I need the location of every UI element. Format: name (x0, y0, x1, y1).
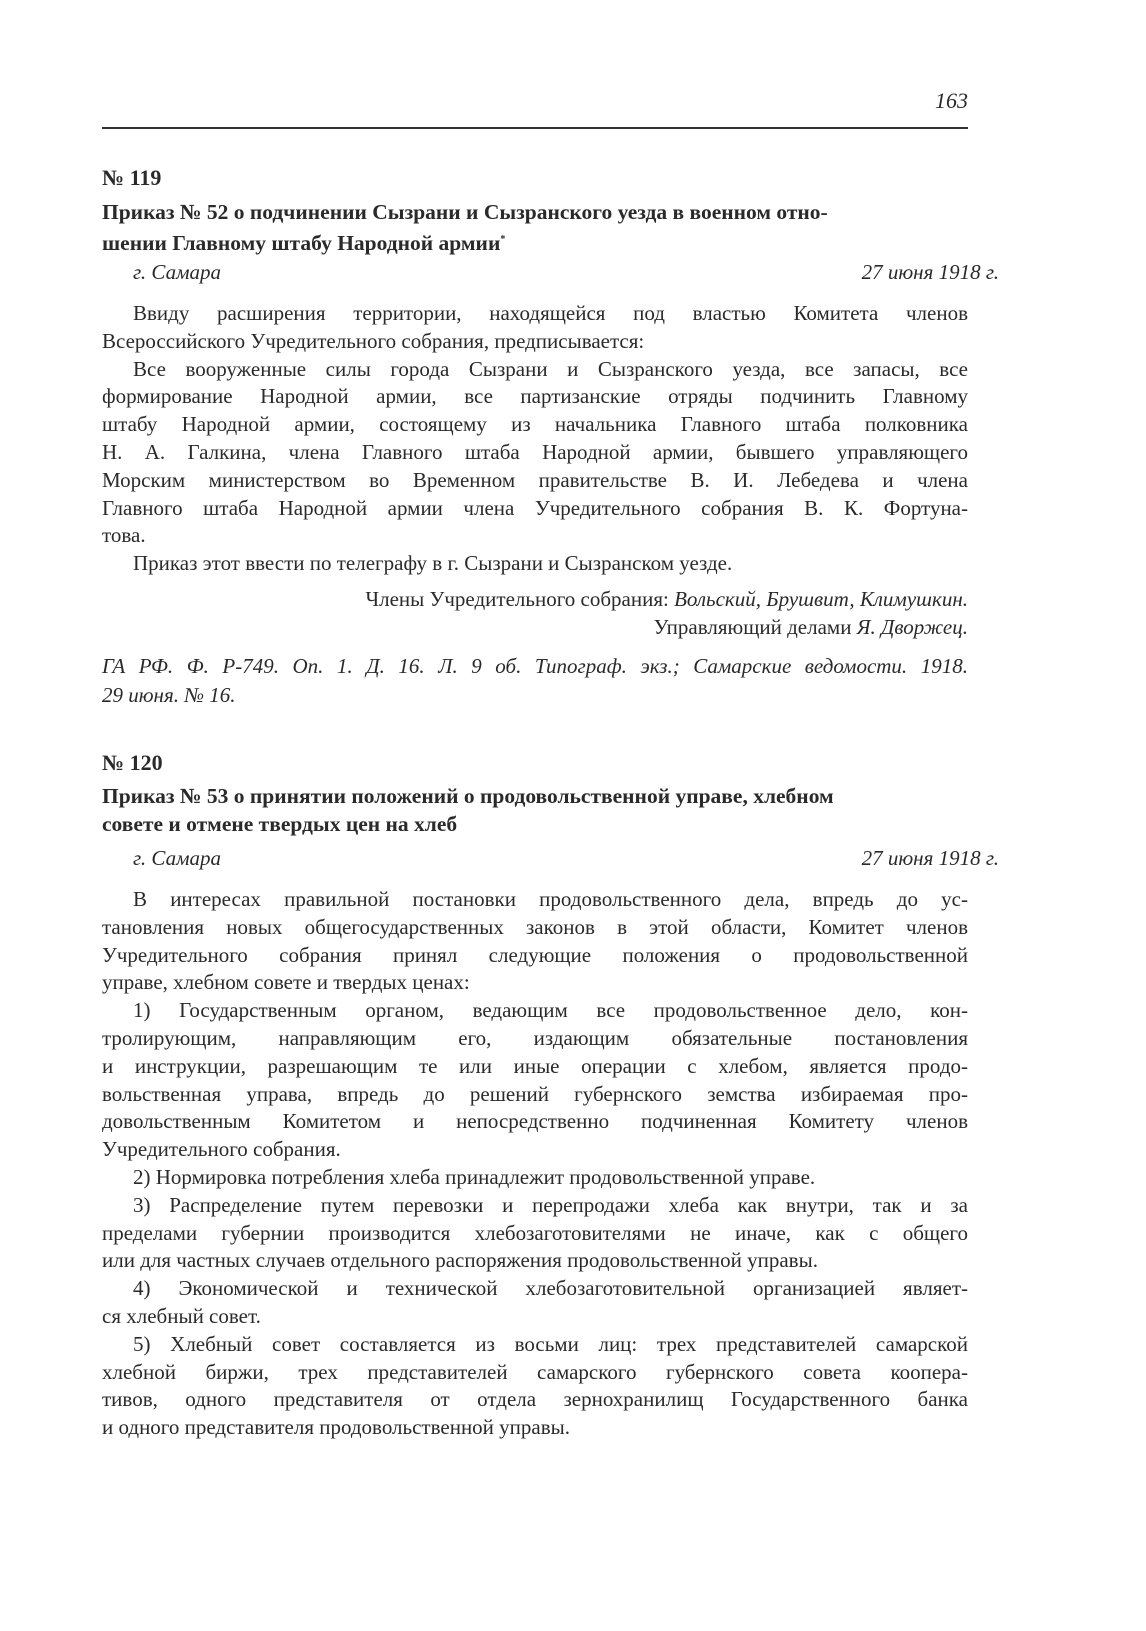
place: г. Самара (133, 846, 221, 870)
paragraph (102, 1192, 968, 1275)
title-line: Приказ № 52 о подчинении Сызрани и Сызранского уезда в военном отно- (102, 200, 828, 224)
doc120-number: № 120 (102, 750, 163, 775)
paragraph (102, 1275, 968, 1331)
text-line: Всероссийского Учредительного собрания, предписывается: (102, 328, 645, 353)
text-line: хлебной биржи, трех представителей самарского губернского совета коопера- (102, 1359, 968, 1384)
place: г. Самара (133, 260, 221, 284)
doc119-source (102, 653, 968, 709)
signature-line: Управляющий делами Я. Дворжец. (653, 615, 968, 639)
text-line: штабу Народной армии, состоящему из начальника Главного штаба полковника (102, 412, 968, 437)
paragraph (102, 997, 968, 1164)
text-line: и одного представителя продовольственной управы. (102, 1415, 571, 1440)
signature-line: Члены Учредительного собрания: Вольский, Брушвит, Климушкин. (365, 587, 968, 611)
doc119-number: № 119 (102, 165, 162, 190)
text-line: 4) Экономической и технической хлебозаготовительной организацией являет- (133, 1276, 968, 1301)
date: 27 июня 1918 г. (861, 260, 999, 284)
paragraph (102, 886, 968, 997)
paragraph (102, 550, 968, 578)
source-line: ГА РФ. Ф. Р-749. Оп. 1. Д. 16. Л. 9 об. Типограф. экз.; Самарские ведомости. 1918. (102, 654, 968, 678)
title-line: Приказ № 53 о принятии положений о продовольственной управе, хлебном (102, 784, 834, 808)
doc119-title (102, 198, 968, 257)
doc120-title (102, 782, 968, 838)
text-line: Учредительного собрания принял следующие положения о продовольственной (102, 942, 968, 967)
text-line: 2) Нормировка потребления хлеба принадлежит продовольственной управе. (133, 1164, 816, 1189)
text-line: В интересах правильной постановки продовольственного дела, впредь до ус- (133, 887, 968, 911)
paragraph (102, 1331, 968, 1442)
text-line: 3) Распределение путем перевозки и перепродажи хлеба как внутри, так и за (133, 1192, 968, 1217)
header-rule (102, 127, 968, 129)
footnote-mark: * (500, 234, 506, 245)
page-number: 163 (935, 88, 968, 113)
text-line: ся хлебный совет. (102, 1303, 261, 1328)
text-line: тановления новых общегосударственных законов в этой области, Комитет членов (102, 914, 968, 939)
text-line: Главного штаба Народной армии члена Учредительного собрания В. К. Фортуна- (102, 495, 968, 520)
text-line: формирование Народной армии, все партизанские отряды подчинить Главному (102, 384, 968, 409)
text-line: тивов, одного представителя от отдела зернохранилищ Государственного банка (102, 1387, 968, 1412)
paragraph (102, 356, 968, 551)
text-line: Н. А. Галкина, члена Главного штаба Народной армии, бывшего управляющего (102, 439, 968, 464)
doc120-place-date (102, 844, 999, 872)
text-line: довольственным Комитетом и непосредственно подчиненная Комитету членов (102, 1109, 968, 1134)
text-line: тролирующим, направляющим его, издающим обязательные постановления (102, 1025, 968, 1050)
text-line: или для частных случаев отдельного распоряжения продовольственной управы. (102, 1248, 818, 1273)
text-line: 5) Хлебный совет составляется из восьми лиц: трех представителей самарской (133, 1331, 968, 1356)
text-line: пределами губернии производится хлебозаготовителями не иначе, как с общего (102, 1220, 968, 1245)
text-line: Все вооруженные силы города Сызрани и Сызранского уезда, все запасы, все (133, 356, 968, 381)
source-line: 29 июня. № 16. (102, 682, 236, 707)
text-line: управе, хлебном совете и твердых ценах: (102, 970, 470, 995)
title-line: шении Главному штабу Народной армии* (102, 231, 506, 256)
doc119-signatures (102, 585, 968, 641)
date: 27 июня 1918 г. (861, 846, 999, 870)
text-line: Ввиду расширения территории, находящейся под властью Комитета членов (133, 301, 968, 325)
text-line: и инструкции, разрешающим те или иные операции с хлебом, является продо- (102, 1053, 968, 1078)
text-line: вольственная управа, впредь до решений губернского земства избираемая про- (102, 1081, 968, 1106)
paragraph (102, 1164, 968, 1192)
text-line: Учредительного собрания. (102, 1137, 341, 1162)
text-line: Приказ этот ввести по телеграфу в г. Сызрани и Сызранском уезде. (133, 551, 733, 576)
title-line: совете и отмене твердых цен на хлеб (102, 812, 458, 836)
doc119-body (102, 300, 968, 578)
paragraph (102, 300, 968, 356)
doc119-place-date (102, 258, 999, 286)
text-line: това. (102, 523, 146, 548)
doc120-body (102, 886, 968, 1442)
text-line: 1) Государственным органом, ведающим все продовольственное дело, кон- (133, 998, 968, 1023)
text-line: Морским министерством во Временном правительстве В. И. Лебедева и члена (102, 467, 968, 492)
